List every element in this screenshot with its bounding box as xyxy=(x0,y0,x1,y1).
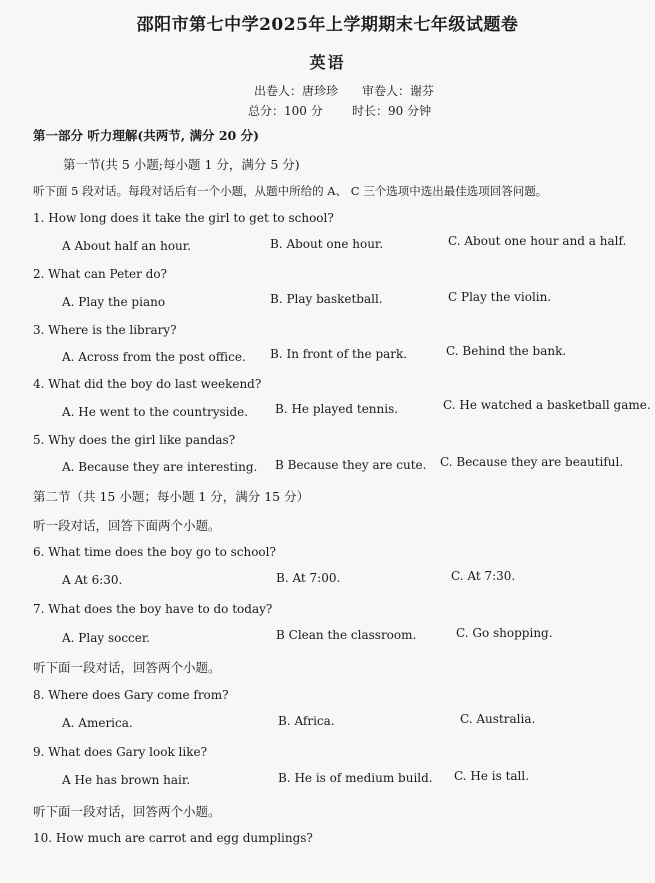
q3-option-b: B. In front of the park. xyxy=(270,347,408,361)
question-10: 10. How much are carrot and egg dumplings? xyxy=(33,831,313,845)
question-2: 2. What can Peter do? xyxy=(33,267,167,281)
q8-option-a: A. America. xyxy=(62,716,133,730)
section1-heading: 第一节(共 5 小题;每小题 1 分，满分 5 分) xyxy=(63,157,300,172)
q1-option-b: B. About one hour. xyxy=(270,237,384,251)
q1-option-c: C. About one hour and a half. xyxy=(448,234,627,248)
q6-option-a: A At 6:30. xyxy=(62,573,123,587)
q5-option-a: A. Because they are interesting. xyxy=(62,460,258,474)
subject-title: 英语 xyxy=(309,53,346,72)
setter-info: 出卷人：唐珍珍 xyxy=(254,84,339,98)
q7-option-b: B Clean the classroom. xyxy=(276,628,417,642)
question-6: 6. What time does the boy go to school? xyxy=(33,545,276,559)
q2-option-a: A. Play the piano xyxy=(62,295,166,309)
question-5: 5. Why does the girl like pandas? xyxy=(33,433,236,447)
dialog-instruction-2: 听下面一段对话，回答两个小题。 xyxy=(33,660,221,675)
q2-option-b: B. Play basketball. xyxy=(270,292,383,306)
q7-option-c: C. Go shopping. xyxy=(456,626,553,640)
question-9: 9. What does Gary look like? xyxy=(33,745,208,759)
question-3: 3. Where is the library? xyxy=(33,323,177,337)
section1-instructions: 听下面 5 段对话。每段对话后有一个小题，从题中所给的 A、 C 三个选项中选出最佳选项回答问题。 xyxy=(33,184,548,198)
q1-option-a: A About half an hour. xyxy=(62,239,192,253)
total-score: 总分：100 分 xyxy=(248,104,323,118)
part1-heading: 第一部分 听力理解(共两节, 满分 20 分) xyxy=(33,128,259,143)
q8-option-b: B. Africa. xyxy=(278,714,335,728)
q4-option-c: C. He watched a basketball game. xyxy=(443,398,651,412)
reviewer-info: 审卷人：谢芬 xyxy=(362,84,435,98)
q3-option-c: C. Behind the bank. xyxy=(446,344,567,358)
duration: 时长：90 分钟 xyxy=(352,104,432,118)
exam-title: 邵阳市第七中学2025年上学期期末七年级试题卷 xyxy=(136,15,519,35)
q9-option-a: A He has brown hair. xyxy=(62,773,191,787)
q9-option-b: B. He is of medium build. xyxy=(278,771,433,785)
section2-heading: 第二节（共 15 小题；每小题 1 分，满分 15 分） xyxy=(33,489,310,504)
dialog-instruction-3: 听下面一段对话，回答两个小题。 xyxy=(33,804,221,819)
q9-option-c: C. He is tall. xyxy=(454,769,530,783)
question-4: 4. What did the boy do last weekend? xyxy=(33,377,262,391)
q4-option-a: A. He went to the countryside. xyxy=(62,405,249,419)
q3-option-a: A. Across from the post office. xyxy=(62,350,246,364)
q7-option-a: A. Play soccer. xyxy=(62,631,151,645)
q5-option-b: B Because they are cute. xyxy=(275,458,427,472)
q8-option-c: C. Australia. xyxy=(460,712,536,726)
q6-option-b: B. At 7:00. xyxy=(276,571,341,585)
question-1: 1. How long does it take the girl to get to school? xyxy=(33,211,334,225)
section2-instructions: 听一段对话，回答下面两个小题。 xyxy=(33,518,221,533)
q2-option-c: C Play the violin. xyxy=(448,290,552,304)
q6-option-c: C. At 7:30. xyxy=(451,569,516,583)
q4-option-b: B. He played tennis. xyxy=(275,402,399,416)
q5-option-c: C. Because they are beautiful. xyxy=(440,455,624,469)
question-7: 7. What does the boy have to do today? xyxy=(33,602,273,616)
question-8: 8. Where does Gary come from? xyxy=(33,688,229,702)
